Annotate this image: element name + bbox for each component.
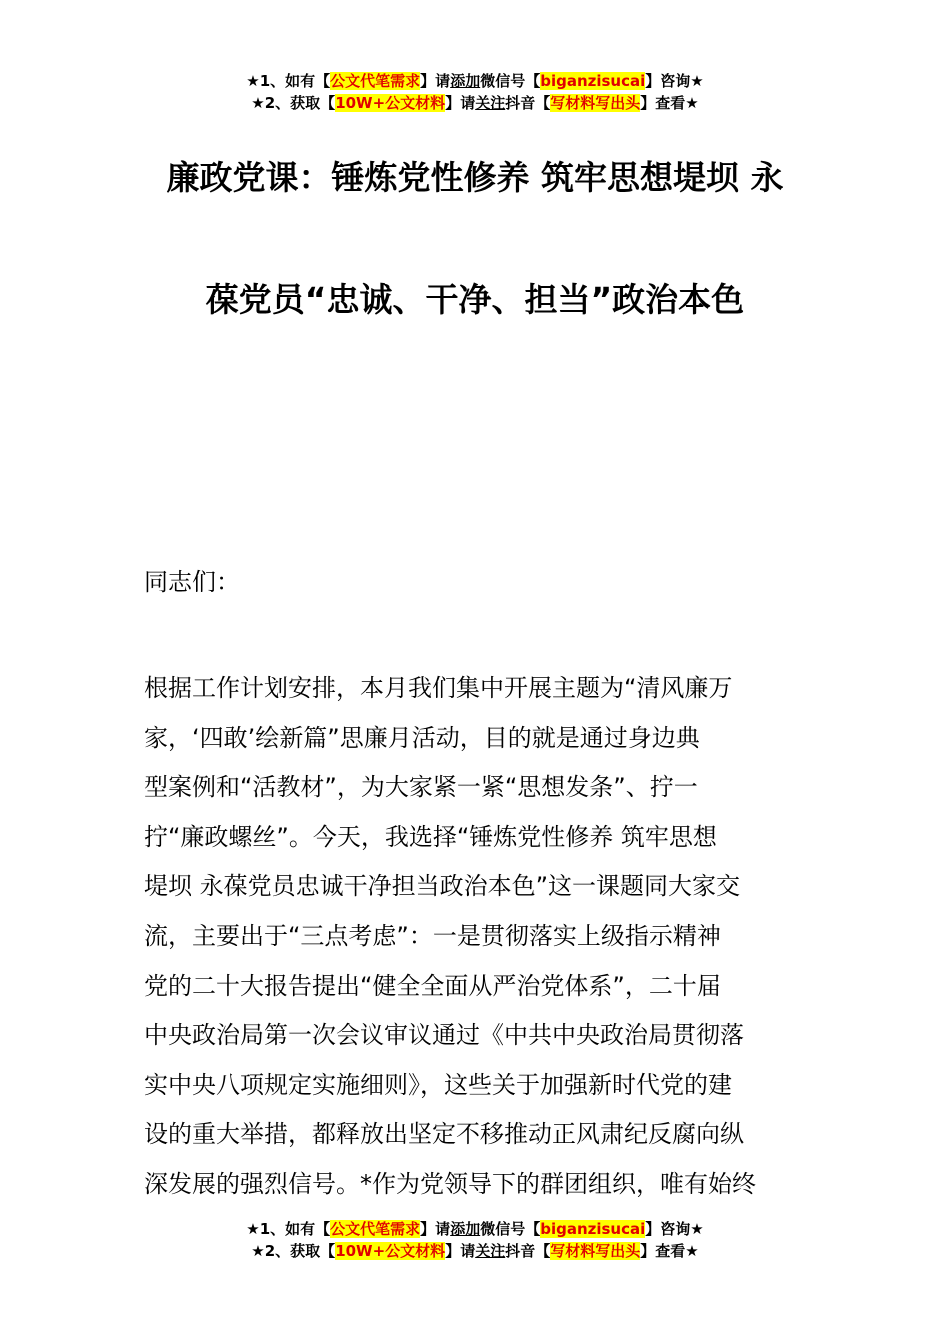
banner-line-1: ★1、如有【公文代笔需求】请添加微信号【biganzisucai】咨询★ [246, 72, 704, 90]
body-line: 流，主要出于“三点考虑”：一是贯彻落实上级指示精神 [144, 921, 721, 950]
banner-line-1: ★1、如有【公文代笔需求】请添加微信号【biganzisucai】咨询★ [246, 1220, 704, 1238]
body-line: 拧“廉政螺丝”。今天，我选择“锤炼党性修养 筑牢思想 [144, 822, 717, 851]
highlight-text: 公文代笔需求 [330, 1220, 421, 1238]
header-banner [0, 70, 950, 114]
banner-line-2: ★2、获取【10W+公文材料】请关注抖音【写材料写出头】查看★ [251, 1242, 699, 1260]
body-line: 堤坝 永葆党员忠诚干净担当政治本色”这一课题同大家交 [144, 872, 741, 901]
highlight-text: 公文代笔需求 [330, 72, 421, 90]
greeting: 同志们： [144, 568, 240, 596]
body-line: 党的二十大报告提出“健全全面从严治党体系”，二十届 [144, 971, 721, 1000]
body-line: 中央政治局第一次会议审议通过《中共中央政治局贯彻落 [144, 1021, 744, 1050]
body-line: 家，‘四敢’绘新篇”思廉月活动，目的就是通过身边典 [144, 723, 700, 752]
footer-banner [0, 1218, 950, 1262]
highlight-text: 10W+公文材料 [335, 94, 446, 112]
document-title-line-1: 廉政党课：锤炼党性修养 筑牢思想堤坝 永 [166, 158, 784, 197]
body-line: 设的重大举措，都释放出坚定不移推动正风肃纪反腐向纵 [144, 1120, 744, 1149]
highlight-text: 10W+公文材料 [335, 1242, 446, 1260]
body-line: 深发展的强烈信号。*作为党领导下的群团组织，唯有始终 [144, 1169, 756, 1198]
highlight-text: 写材料写出头 [550, 1242, 641, 1260]
highlight-text: biganzisucai [540, 1220, 646, 1238]
banner-line-2: ★2、获取【10W+公文材料】请关注抖音【写材料写出头】查看★ [251, 94, 699, 112]
body-paragraph [144, 664, 808, 1210]
document-title-line-2: 葆党员“忠诚、干净、担当”政治本色 [205, 280, 745, 319]
highlight-text: biganzisucai [540, 72, 646, 90]
body-line: 根据工作计划安排，本月我们集中开展主题为“清风廉万 [144, 674, 733, 702]
body-line: 型案例和“活教材”，为大家紧一紧“思想发条”、拧一 [144, 773, 698, 802]
body-line: 实中央八项规定实施细则》，这些关于加强新时代党的建 [144, 1070, 732, 1099]
highlight-text: 写材料写出头 [550, 94, 641, 112]
